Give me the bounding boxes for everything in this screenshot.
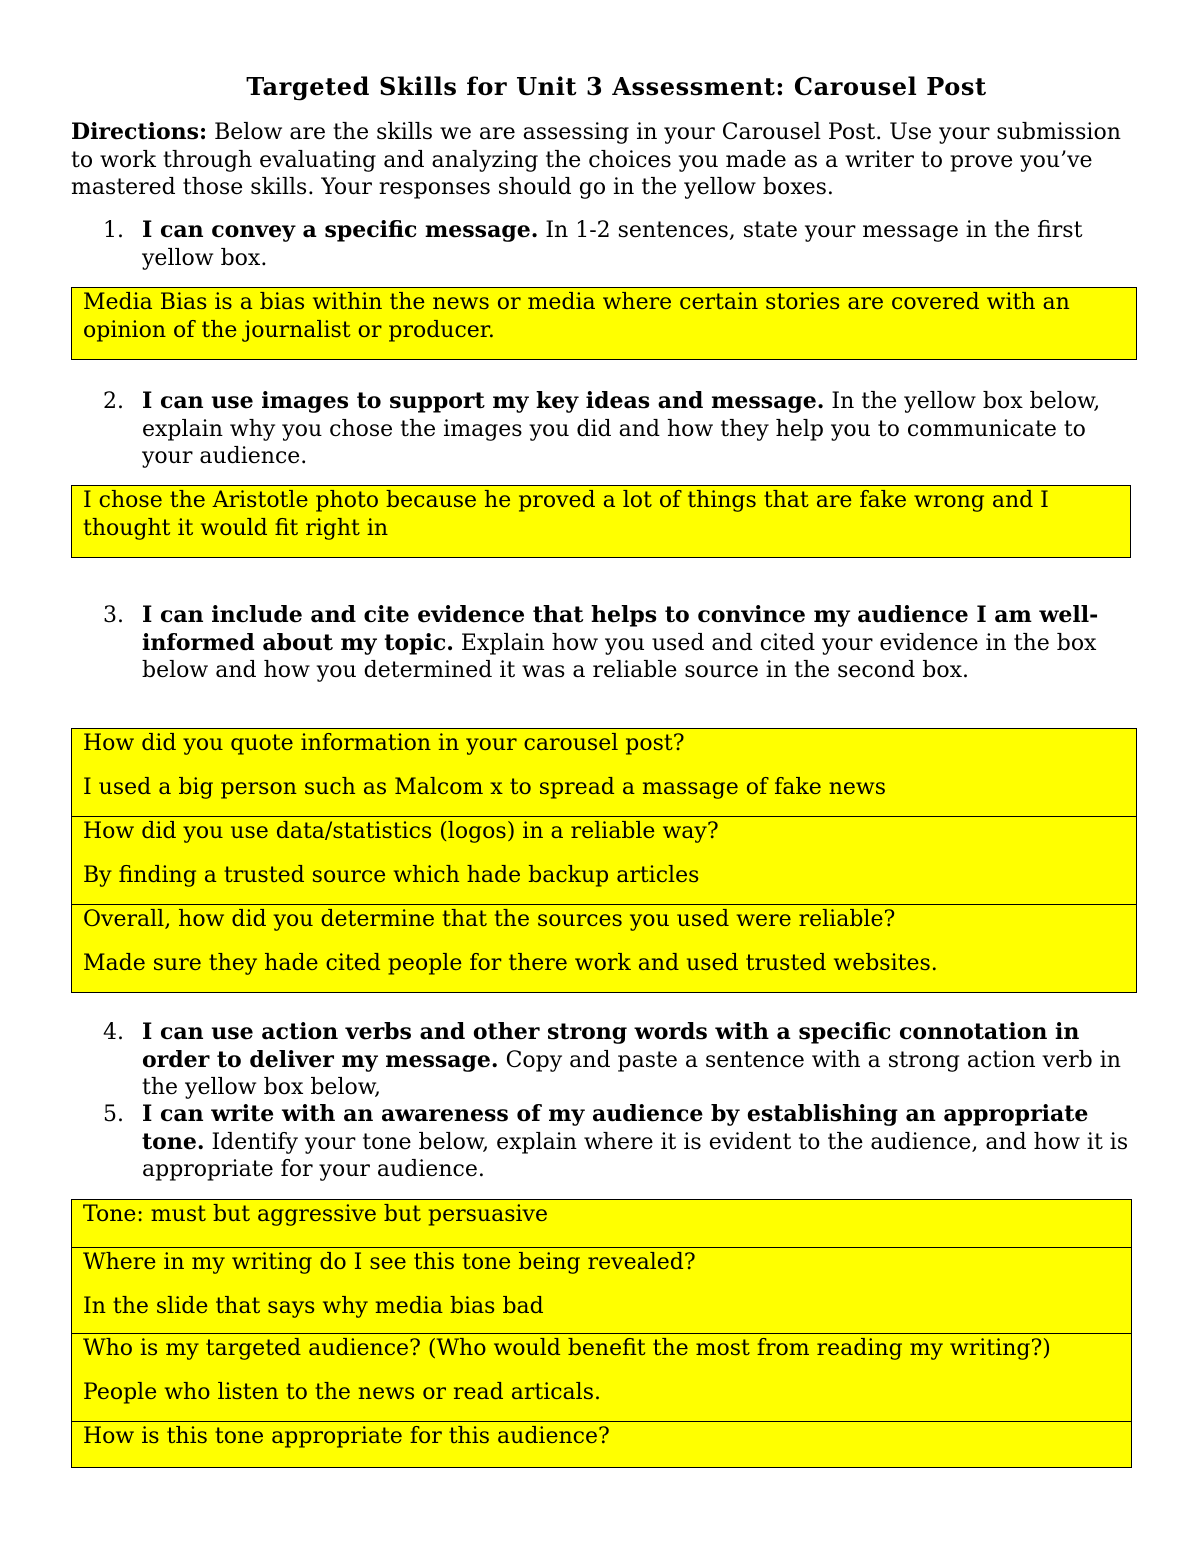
skill-number: 2. [103, 389, 124, 414]
table-row[interactable] [72, 817, 1136, 905]
directions-text: Below are the skills we are assessing in your Carousel Post. Use your submission to work through evaluating and analyzing the choices you made as a writer to prove you’ve mastered those skills. Your responses should go in the yellow boxes. [71, 120, 1121, 200]
skill-item-1 [71, 217, 1131, 272]
answer-text: People who listen to the news or read articals. [83, 1379, 601, 1405]
table-row-tone[interactable] [72, 1200, 1131, 1248]
table-row[interactable] [72, 1422, 1131, 1467]
directions-label: Directions: [71, 119, 208, 145]
skill-statement: I can include and cite evidence that helps to convince my audience I am well-informed about my topic. [142, 602, 1099, 656]
skill-statement: I can convey a specific message. [142, 217, 539, 243]
skill-item-3 [71, 602, 1131, 685]
answer-box-images[interactable] [71, 485, 1131, 558]
answer-text: Media Bias is a bias within the news or media where certain stories are covered with an opinion of the journalist or producer. [83, 290, 1070, 343]
answer-table-tone [71, 1199, 1132, 1468]
answer-box-message[interactable] [71, 287, 1137, 360]
skill-instruction: Identify your tone below, explain where it is evident to the audience, and how it is appropriate for your audience. [142, 1129, 1129, 1182]
directions-paragraph [71, 119, 1131, 202]
answer-text: I chose the Aristotle photo because he proved a lot of things that are fake wrong and I thought it would fit right in [83, 488, 1049, 541]
answer-table-evidence [71, 728, 1137, 993]
tone-text: Tone: must but aggressive but persuasive [83, 1202, 548, 1227]
skill-statement: I can write with an awareness of my audience by establishing an appropriate tone. [142, 1101, 1089, 1155]
skill-item-5 [71, 1101, 1131, 1184]
question-text: Where in my writing do I see this tone being revealed? [83, 1250, 696, 1275]
answer-text: Made sure they hade cited people for there work and used trusted websites. [83, 950, 938, 976]
question-text: How is this tone appropriate for this audience? [83, 1424, 610, 1449]
skill-number: 4. [103, 1020, 124, 1045]
table-row[interactable] [72, 1248, 1131, 1334]
skill-number: 1. [103, 218, 124, 243]
skill-item-2 [71, 388, 1131, 471]
answer-text: In the slide that says why media bias bad [83, 1293, 544, 1319]
answer-text: By finding a trusted source which hade backup articles [83, 862, 700, 888]
skill-number: 5. [103, 1102, 124, 1127]
question-text: Who is my targeted audience? (Who would benefit the most from reading my writing?) [83, 1336, 1051, 1361]
question-text: How did you quote information in your carousel post? [83, 731, 685, 756]
answer-text: I used a big person such as Malcom x to spread a massage of fake news [83, 774, 887, 800]
question-text: Overall, how did you determine that the sources you used were reliable? [83, 907, 896, 932]
question-text: How did you use data/statistics (logos) in a reliable way? [83, 819, 719, 844]
skill-number: 3. [103, 603, 124, 628]
skill-instruction: In the yellow box below, explain why you chose the images you did and how they help you to communicate to your audience. [142, 389, 1101, 469]
skill-instruction: Copy and paste a sentence with a strong action verb in the yellow box below, [142, 1047, 1121, 1100]
skill-instruction: Explain how you used and cited your evidence in the box below and how you determined it was a reliable source in the second box. [142, 630, 1097, 683]
skill-statement: I can use images to support my key ideas and message. [142, 388, 825, 414]
page-title: Targeted Skills for Unit 3 Assessment: Carousel Post [246, 72, 987, 101]
table-row[interactable] [72, 905, 1136, 992]
table-row[interactable] [72, 1334, 1131, 1422]
skill-statement: I can use action verbs and other strong words with a specific connotation in order to deliver my message. [142, 1019, 1080, 1073]
table-row[interactable] [72, 729, 1136, 817]
skill-instruction: In 1-2 sentences, state your message in the first yellow box. [142, 218, 1083, 271]
skill-item-4 [71, 1019, 1131, 1102]
